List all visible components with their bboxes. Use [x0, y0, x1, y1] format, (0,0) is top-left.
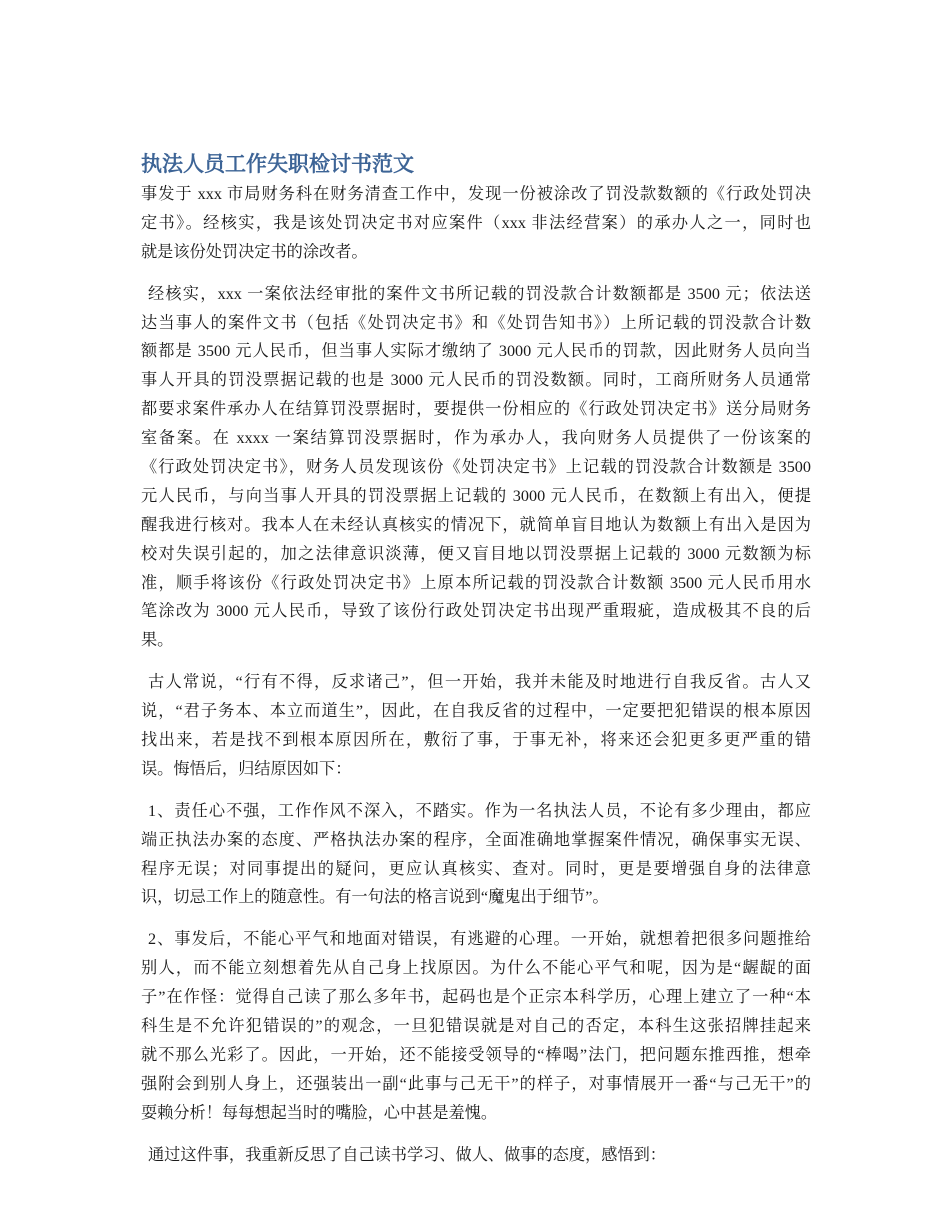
text-line: 事发于 xxx 市局财务科在财务清查工作中，发现一份被涂改了罚没款数额的《行政处罚决: [141, 185, 811, 203]
paragraph: [141, 925, 811, 1127]
text-line: 就是该份处罚决定书的涂改者。: [141, 242, 368, 261]
text-line: 别人，而不能立刻想着先从自己身上找原因。为什么不能心平气和呢，因为是“龌龊的面: [141, 959, 811, 978]
text-line: 经核实，xxx 一案依法经审批的案件文书所记载的罚没款合计数额都是 3500 元；依法送: [148, 284, 811, 303]
paragraph: [141, 280, 811, 656]
text-line: 定书》。经核实，我是该处罚决定书对应案件（xxx 非法经营案）的承办人之一，同时也: [141, 213, 811, 232]
text-line: 准，顺手将该份《行政处罚决定书》上原本所记载的罚没款合计数额 3500 元人民币用水: [141, 573, 811, 592]
text-line: 室备案。在 xxxx 一案结算罚没票据时，作为承办人，我向财务人员提供了一份该案的: [141, 429, 811, 448]
paragraph: [141, 1141, 811, 1170]
text-line: 1、责任心不强，工作作风不深入，不踏实。作为一名执法人员，不论有多少理由，都应: [148, 801, 811, 820]
text-line: 强附会到别人身上，还强装出一副“此事与己无干”的样子，对事情展开一番“与己无干”的: [141, 1074, 811, 1093]
text-line: 额都是 3500 元人民币，但当事人实际才缴纳了 3000 元人民币的罚款，因此财务人员向当: [141, 342, 811, 361]
text-line: 科生是不允许犯错误的”的观念，一旦犯错误就是对自己的否定，本科生这张招牌挂起来: [141, 1017, 811, 1036]
text-line: 都要求案件承办人在结算罚没票据时，要提供一份相应的《行政处罚决定书》送分局财务: [141, 400, 811, 419]
text-line: 事人开具的罚没票据记载的也是 3000 元人民币的罚没数额。同时，工商所财务人员通常: [141, 371, 811, 390]
text-line: 校对失误引起的，加之法律意识淡薄，便又盲目地以罚没票据上记载的 3000 元数额为标: [141, 544, 811, 563]
text-line: 《行政处罚决定书》，财务人员发现该份《处罚决定书》上记载的罚没款合计数额是 3500: [141, 458, 811, 477]
paragraph: [141, 180, 811, 267]
paragraph: [141, 797, 811, 913]
text-line: 误。悔悟后，归结原因如下：: [141, 759, 352, 778]
text-line: 醒我进行核对。我本人在未经认真核实的情况下，就简单盲目地认为数额上有出入是因为: [141, 515, 811, 534]
text-line: 耍赖分析！每每想起当时的嘴脸，心中甚是羞愧。: [141, 1103, 498, 1122]
text-line: 2、事发后，不能心平气和地面对错误，有逃避的心理。一开始，就想着把很多问题推给: [148, 930, 811, 949]
text-line: 端正执法办案的态度、严格执法办案的程序，全面准确地掌握案件情况，确保事实无误、: [141, 830, 811, 849]
text-line: 子”在作怪：觉得自己读了那么多年书，起码也是个正宗本科学历，心理上建立了一种“本: [141, 988, 811, 1007]
document-title: 执法人员工作失职检讨书范文: [141, 153, 414, 176]
paragraph: [141, 668, 811, 784]
text-line: 识，切忌工作上的随意性。有一句法的格言说到“魔鬼出于细节”。: [141, 888, 609, 907]
text-line: 笔涂改为 3000 元人民币，导致了该份行政处罚决定书出现严重瑕疵，造成极其不良的后: [141, 602, 811, 621]
document-body: [141, 180, 811, 1170]
text-line: 通过这件事，我重新反思了自己读书学习、做人、做事的态度，感悟到：: [148, 1145, 666, 1164]
text-line: 就不那么光彩了。因此，一开始，还不能接受领导的“棒喝”法门，把问题东推西推，想牵: [141, 1045, 811, 1064]
text-line: 找出来，若是找不到根本原因所在，敷衍了事，于事无补，将来还会犯更多更严重的错: [141, 731, 811, 750]
text-line: 程序无误；对同事提出的疑问，更应认真核实、查对。同时，更是要增强自身的法律意: [141, 859, 811, 878]
text-line: 达当事人的案件文书（包括《处罚决定书》和《处罚告知书》）上所记载的罚没款合计数: [141, 313, 811, 332]
text-line: 元人民币，与向当事人开具的罚没票据上记载的 3000 元人民币，在数额上有出入，便提: [141, 486, 811, 505]
text-line: 古人常说，“行有不得，反求诸己”，但一开始，我并未能及时地进行自我反省。古人又: [148, 673, 811, 692]
text-line: 果。: [141, 631, 174, 650]
document-page: [141, 150, 811, 1183]
text-line: 说，“君子务本、本立而道生”，因此，在自我反省的过程中，一定要把犯错误的根本原因: [141, 702, 811, 721]
